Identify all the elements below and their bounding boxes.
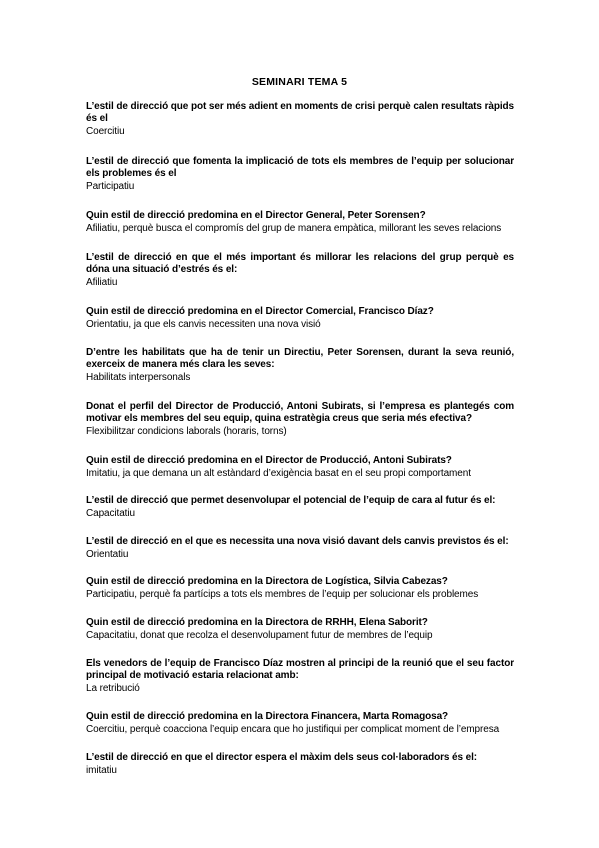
answer-text: Capacitatiu (86, 508, 135, 519)
qa-item-8 (86, 455, 514, 480)
qa-item-11 (86, 576, 514, 601)
answer-text: Capacitatiu, donat que recolza el desenvolupament futur de membres de l’equip (86, 630, 433, 641)
qa-item-4 (86, 252, 514, 289)
question-text: L’estil de direcció en que el més important és millorar les relacions del grup perquè es dóna una situació d’estrés és el: (86, 252, 514, 275)
question-text: L’estil de direcció en que el director espera el màxim dels seus col·laboradors és el: (86, 752, 478, 763)
answer-text: Afiliatiu (86, 277, 118, 288)
answer-text: La retribució (86, 683, 140, 694)
question-text: Quin estil de direcció predomina en la Directora de Logística, Silvia Cabezas? (86, 576, 448, 587)
question-text: L’estil de direcció que fomenta la implicació de tots els membres de l’equip per solucionar els problemes és el (86, 156, 514, 179)
question-text: Donat el perfil del Director de Producció, Antoni Subirats, si l’empresa es plantegés com motivar els membres del seu equip, quina estratègia creus que seria més efectiva? (86, 401, 514, 424)
question-text: L’estil de direcció en el que es necessita una nova visió davant dels canvis previstos és el: (86, 536, 509, 547)
answer-text: imitatiu (86, 765, 117, 776)
qa-item-12 (86, 617, 514, 642)
answer-text: Flexibilitzar condicions laborals (horaris, torns) (86, 426, 287, 437)
qa-item-14 (86, 711, 514, 736)
question-text: Quin estil de direcció predomina en el Director de Producció, Antoni Subirats? (86, 455, 452, 466)
qa-item-1 (86, 101, 514, 138)
answer-text: Participatiu (86, 181, 135, 192)
answer-text: Coercitiu (86, 126, 125, 137)
answer-text: Habilitats interpersonals (86, 372, 191, 383)
document-title: SEMINARI TEMA 5 (251, 76, 348, 88)
qa-item-5 (86, 306, 514, 331)
qa-item-6 (86, 347, 514, 384)
answer-text: Orientatiu (86, 549, 129, 560)
answer-text: Afiliatiu, perquè busca el compromís del grup de manera empàtica, millorant les seves relacions (86, 223, 502, 234)
answer-text: Imitatiu, ja que demana un alt estàndard d’exigència basat en el seu propi comportament (86, 468, 471, 479)
answer-text: Orientatiu, ja que els canvis necessiten una nova visió (86, 319, 321, 330)
question-text: Quin estil de direcció predomina en la Directora Financera, Marta Romagosa? (86, 711, 449, 722)
question-text: Els venedors de l’equip de Francisco Díaz mostren al principi de la reunió que el seu factor principal de motivació estaria relacionat amb: (86, 658, 514, 681)
answer-text: Coercitiu, perquè coacciona l’equip encara que ho justifiqui per complicat moment de l’empresa (86, 724, 500, 735)
question-text: Quin estil de direcció predomina en el Director Comercial, Francisco Díaz? (86, 306, 434, 317)
question-text: L’estil de direcció que permet desenvolupar el potencial de l’equip de cara al futur és el: (86, 495, 496, 506)
question-text: Quin estil de direcció predomina en la Directora de RRHH, Elena Saborit? (86, 617, 428, 628)
qa-item-13 (86, 658, 514, 695)
question-text: L’estil de direcció que pot ser més adient en moments de crisi perquè calen resultats ràpids és el (86, 101, 514, 124)
qa-item-10 (86, 536, 514, 561)
qa-item-3 (86, 210, 514, 235)
qa-item-7 (86, 401, 514, 438)
answer-text: Participatiu, perquè fa partícips a tots els membres de l’equip per solucionar els problemes (86, 589, 479, 600)
qa-item-15 (86, 752, 514, 777)
question-text: Quin estil de direcció predomina en el Director General, Peter Sorensen? (86, 210, 426, 221)
question-text: D’entre les habilitats que ha de tenir un Directiu, Peter Sorensen, durant la seva reunió, exerceix de manera més clara les seves: (86, 347, 514, 370)
qa-item-9 (86, 495, 514, 520)
qa-item-2 (86, 156, 514, 193)
